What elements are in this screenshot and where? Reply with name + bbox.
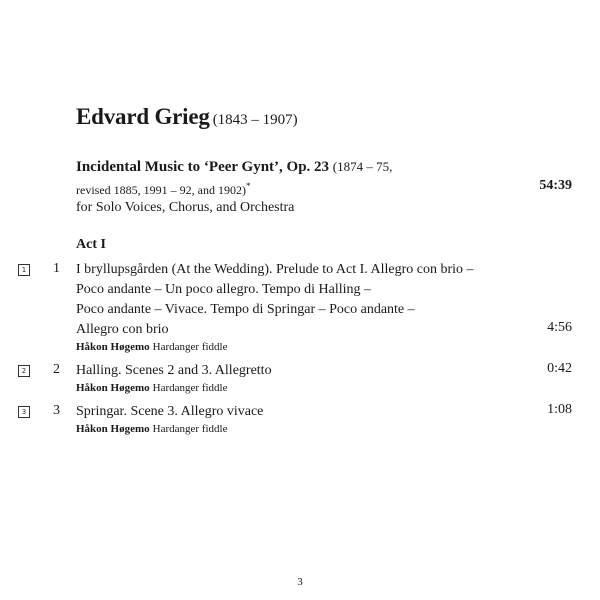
track-duration: 1:08: [547, 402, 572, 417]
work-block: [76, 157, 572, 217]
track-index-box: 2: [18, 365, 30, 377]
performer-credit: [76, 340, 572, 355]
composer-name: Edvard Grieg: [76, 104, 210, 129]
track-title-line: Halling. Scenes 2 and 3. Allegretto: [76, 363, 272, 378]
track-duration: 4:56: [547, 320, 572, 335]
composer-heading: [76, 104, 298, 130]
work-dates: (1874 – 75,: [332, 159, 393, 174]
track-number: 3: [53, 403, 60, 418]
performer-instrument: Hardanger fiddle: [152, 423, 228, 435]
performer-name: Håkon Høgemo: [76, 382, 150, 394]
performer-instrument: Hardanger fiddle: [152, 341, 228, 353]
work-revision-dates: revised 1885, 1991 – 92, and 1902): [76, 183, 246, 197]
performer-instrument: Hardanger fiddle: [152, 382, 228, 394]
act-heading: Act I: [76, 237, 106, 252]
performer-name: Håkon Høgemo: [76, 341, 150, 353]
work-scoring: for Solo Voices, Chorus, and Orchestra: [76, 200, 295, 215]
footnote-mark: *: [245, 181, 251, 191]
work-title: Incidental Music to ‘Peer Gynt’, Op. 23: [76, 159, 330, 175]
track-index-box: 1: [18, 264, 30, 276]
track-title-line: Allegro con brio: [76, 322, 169, 337]
track-index-box: 3: [18, 406, 30, 418]
track-duration: 0:42: [547, 361, 572, 376]
composer-dates: (1843 – 1907): [212, 112, 298, 128]
track-title-line: Poco andante – Un poco allegro. Tempo di Halling –: [76, 282, 372, 297]
performer-credit: [76, 381, 572, 396]
track-title-line: Poco andante – Vivace. Tempo di Springar – Poco andante –: [76, 302, 415, 317]
page-number: 3: [297, 576, 303, 588]
track-title-line: Springar. Scene 3. Allegro vivace: [76, 404, 264, 419]
track-title-line: I bryllupsgården (At the Wedding). Prelude to Act I. Allegro con brio –: [76, 262, 474, 277]
track-number: 1: [53, 261, 60, 276]
track-number: 2: [53, 362, 60, 377]
work-duration: 54:39: [539, 178, 572, 193]
performer-name: Håkon Høgemo: [76, 423, 150, 435]
performer-credit: [76, 422, 572, 437]
